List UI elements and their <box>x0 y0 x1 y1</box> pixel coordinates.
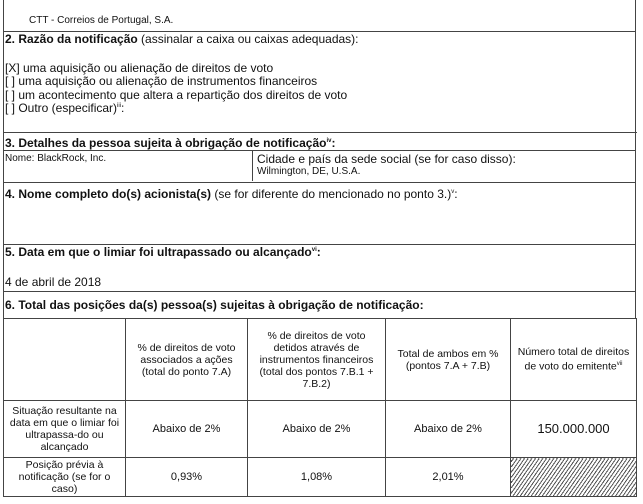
threshold-date: 4 de abril de 2018 <box>5 275 102 289</box>
header-instruments: % de direitos de voto detidos através de instrumentos financeiros (total dos pontos 7.B.1 + 7.B.2) <box>248 319 386 401</box>
section-4-note: v <box>451 189 455 195</box>
section-2 <box>3 31 636 148</box>
section-6 <box>3 291 636 318</box>
header-total-percent: Total de ambos em % (pontos 7.A + 7.B) <box>386 319 511 401</box>
option-other-label: [ ] Outro (especificar) <box>5 101 118 115</box>
section-5 <box>3 244 636 291</box>
option-other: [ ] Outro (especificar)$^{iii}$: <box>5 101 125 115</box>
section-3-title: 3. Detalhes da pessoa sujeita à obrigação de notificação <box>5 136 327 150</box>
table-row <box>4 458 637 497</box>
header-shares: % de direitos de voto associados a ações (total do ponto 7.A) <box>126 319 248 401</box>
section-5-heading: 5. Data em que o limiar foi ultrapassado ou alcançado$^{vi}$: <box>5 245 321 259</box>
section-6-title: 6. Total das posições da(s) pessoa(s) sujeitas à obrigação de notificação: <box>5 298 424 312</box>
section-2-subtitle: (assinalar a caixa ou caixas adequadas): <box>137 32 359 46</box>
row-label-previous: Posição prévia à notificação (se for o caso) <box>4 458 126 497</box>
positions-table <box>3 318 637 497</box>
header-total-votes-label: Número total de direitos de voto do emitente <box>517 346 630 373</box>
option-other-note: iii <box>117 103 122 109</box>
resulting-shares: Abaixo de 2% <box>126 401 248 458</box>
registered-office-value: Wilmington, DE, U.S.A. <box>257 166 361 177</box>
section-4 <box>3 182 636 244</box>
header-total-votes <box>511 319 637 401</box>
section-2-heading <box>5 32 359 46</box>
section-3-heading: 3. Detalhes da pessoa sujeita à obrigação de notificação$^{iv}$: <box>5 136 336 150</box>
section-4-heading: 4. Nome completo do(s) acionista(s) (se for diferente do mencionado no ponto 3.)$^v$: <box>5 187 458 201</box>
row-label-resulting: Situação resultante na data em que o limiar foi ultrapassa-do ou alcançado <box>4 401 126 458</box>
section-3-note: iv <box>326 138 332 144</box>
previous-total: 2,01% <box>386 458 511 497</box>
section-5-note: vi <box>311 247 317 253</box>
previous-shares: 0,93% <box>126 458 248 497</box>
registered-office-label: Cidade e país da sede social (se for caso disso): <box>257 152 516 166</box>
section-5-title: 5. Data em que o limiar foi ultrapassado ou alcançado <box>5 245 312 259</box>
table-row <box>4 401 637 458</box>
table-header-row <box>4 319 637 401</box>
reporting-person-name: Nome: BlackRock, Inc. <box>5 153 107 164</box>
section-4-title: 4. Nome completo do(s) acionista(s) <box>5 187 212 201</box>
header-total-votes-note: vii <box>616 361 623 368</box>
option-distribution-event: [ ] um acontecimento que altera a repartição dos direitos de voto <box>5 88 348 102</box>
resulting-total: Abaixo de 2% <box>386 401 511 458</box>
section-2-title: 2. Razão da notificação <box>5 32 138 46</box>
resulting-instruments: Abaixo de 2% <box>248 401 386 458</box>
issuer-name: CTT - Correios de Portugal, S.A. <box>29 15 174 26</box>
header-empty <box>4 319 126 401</box>
total-voting-rights: 150.000.000 <box>511 401 637 458</box>
hatched-cell <box>511 458 637 497</box>
previous-instruments: 1,08% <box>248 458 386 497</box>
option-voting-rights: [X] uma aquisição ou alienação de direitos de voto <box>5 61 274 75</box>
section-4-subtitle: (se for diferente do mencionado no ponto 3.) <box>211 187 452 201</box>
section-3 <box>3 133 636 182</box>
issuer-row <box>3 0 636 31</box>
option-financial-instruments: [ ] uma aquisição ou alienação de instrumentos financeiros <box>5 74 318 88</box>
